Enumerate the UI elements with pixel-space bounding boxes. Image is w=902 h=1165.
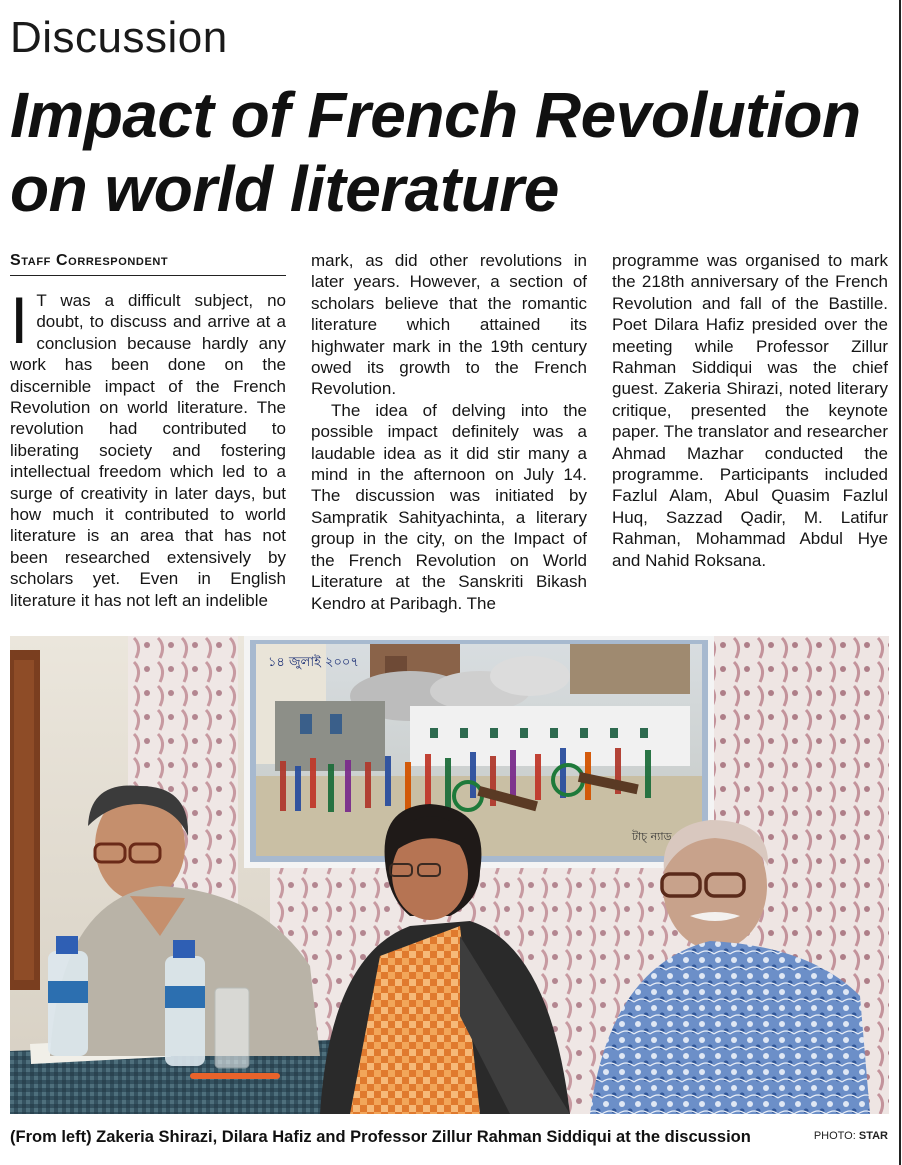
paragraph-continued-2: programme was organised to mark the 218th anniversary of the French Revolution and fall of the Bastille. Poet Dilara Hafiz presided over the meeting while Professor Zillur Rahman Siddiqui was the chief guest. Zakeria Shirazi, noted literary critique, presented the keynote paper. The translator and researcher Ahmad Mazhar conducted the programme. Participants included Fazlul Alam, Abul Quasim Fazlul Huq, Sazzad Qadir, M. Latifur Rahman, Mohammad Abdul Hye and Nahid Roksana. <box>612 251 888 570</box>
painting-date: ১৪ জুলাই ২০০৭ <box>268 655 359 670</box>
section-title: Discussion <box>10 13 228 62</box>
photo-credit <box>814 1130 888 1142</box>
headline: Impact of French Revolution on world literature <box>10 79 861 225</box>
drop-cap: I <box>10 283 29 357</box>
article-column-1 <box>10 250 286 611</box>
article-column-2 <box>311 250 587 614</box>
event-photo <box>10 636 889 1114</box>
paragraph-lead-text: T was a difficult subject, no doubt, to discuss and arrive at a conclusion because hardly any work has been done on the discernible impact of the French Revolution on world literature. The revolution had contributed to liberating society and fostering intellectual freedom which led to a surge of creativity in later days, but how much it contributed to world literature is an area that has not been researched extensively by scholars yet. Even in English literature it has not left an indelible <box>10 291 286 610</box>
paragraph-second: The idea of delving into the possible impact definitely was a laudable idea as it did stir many a mind in the afternoon on July 14. The discussion was initiated by Sampratik Sahityachinta, a literary group in the city, on the Impact of the French Revolution on World Literature at the Sanskriti Bikash Kendro at Paribagh. The <box>311 400 587 613</box>
painting-signature: টাচ্ ন্যাড <box>632 830 672 843</box>
photo-caption: (From left) Zakeria Shirazi, Dilara Hafiz and Professor Zillur Rahman Siddiqui at the discussion <box>10 1128 751 1146</box>
paragraph-continued: mark, as did other revolutions in later years. However, a section of scholars believe that the romantic literature which attained its highwater mark in the 19th century owed its growth to the French Revolution. <box>311 251 587 399</box>
photo-credit-label: PHOTO: <box>813 1130 859 1142</box>
paragraph-lead <box>10 283 286 611</box>
column-rule <box>899 0 901 1165</box>
article-column-3 <box>612 250 888 571</box>
byline: Staff Correspondent <box>10 250 286 276</box>
photo-credit-source: STAR <box>858 1130 888 1142</box>
